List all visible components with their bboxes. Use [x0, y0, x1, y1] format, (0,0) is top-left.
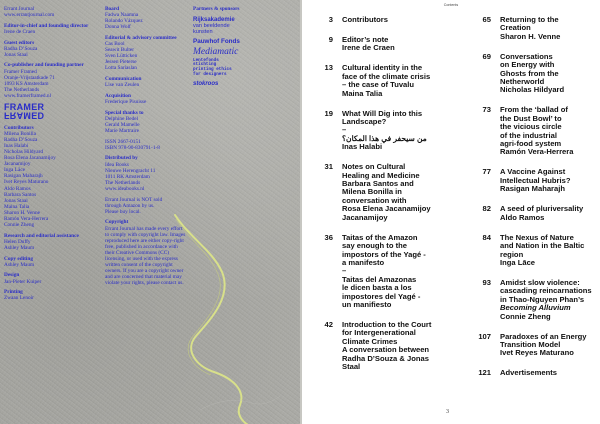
toc-page-number: 9	[328, 35, 333, 44]
colophon-heading: Research and editorial assistance	[4, 232, 79, 239]
toc-title-line: Staal	[342, 361, 361, 371]
colophon-line: ISSN 2667-0151	[105, 138, 141, 145]
colophon-line: Gerald Mamelle	[105, 121, 140, 128]
toc-title-line: From the ‘ballad of	[500, 105, 568, 115]
colophon-line: Rolando Vázquez	[105, 18, 143, 25]
toc-title	[342, 321, 459, 371]
colophon-heading: Distributed by	[105, 155, 138, 162]
colophon-line: Helen Duffy	[4, 238, 31, 245]
toc-title	[342, 110, 459, 152]
toc-title-line: Ghosts from the	[500, 68, 559, 78]
colophon-heading: Design	[4, 272, 20, 279]
colophon-section	[105, 110, 187, 134]
colophon-line: www.framerframed.nl	[4, 92, 52, 99]
toc-title-line: for Intergenerational	[342, 328, 416, 338]
toc-title-line: Climate Crimes	[342, 336, 398, 346]
toc-title-line: face of the climate crisis	[342, 71, 431, 81]
colophon-line: The Netherlands	[4, 86, 40, 93]
colophon-line: Barbara Santos	[4, 191, 37, 198]
colophon-line: Ivet Reyes Maturano	[4, 179, 49, 186]
colophon-line: Ashley Maum	[4, 244, 35, 251]
toc-title-arabic: من سيحفر في هذا المكان؟	[342, 133, 427, 143]
colophon-line: Sharon H. Venne	[4, 209, 40, 216]
toc-title-line: Editor’s note	[342, 35, 389, 44]
framer-logo-word: FRAMER	[4, 101, 45, 112]
colophon-column-1	[4, 6, 96, 306]
toc-title-line: un manifiesto	[342, 299, 392, 309]
colophon-section	[4, 6, 96, 18]
colophon-heading: Contributors	[4, 124, 34, 131]
toc-page-number: 84	[482, 232, 491, 242]
colophon-section	[105, 93, 187, 105]
toc-entry[interactable]	[469, 16, 597, 41]
toc-title-line: conversation with	[342, 195, 407, 205]
toc-page-number: 93	[482, 277, 491, 287]
colophon-line: Framer Framed	[4, 68, 37, 75]
toc-title-line: Radha D’Souza & Jonas	[342, 353, 429, 363]
colophon-section	[105, 139, 187, 151]
toc-title	[342, 163, 459, 222]
toc-entry[interactable]	[469, 333, 597, 358]
toc-entry[interactable]	[311, 16, 459, 24]
toc-entry[interactable]	[311, 36, 459, 53]
toc-title-line: Ramón Vera-Herrera	[500, 147, 574, 157]
colophon-line: Milena Bonilla	[4, 130, 36, 137]
colophon-section	[105, 35, 187, 72]
colophon-section	[4, 289, 96, 301]
toc-title-line: Sharon H. Venne	[500, 31, 561, 41]
toc-title-line: say enough to the	[342, 241, 407, 251]
colophon-section	[4, 256, 96, 268]
toc-entry[interactable]	[469, 53, 597, 95]
toc-page-number: 69	[482, 51, 491, 61]
colophon-line: Fadwa Naamna	[105, 12, 139, 19]
contents-column-right	[469, 16, 597, 389]
toc-title-line: le dicen basta a los	[342, 283, 412, 293]
toc-title-line: region	[500, 249, 524, 259]
toc-page-number: 36	[324, 232, 333, 242]
toc-title-line: The Nexus of Nature	[500, 232, 574, 242]
toc-page-number: 19	[324, 108, 333, 118]
toc-title-line: cascading reincarnations	[500, 286, 592, 296]
toc-title	[342, 234, 459, 310]
colophon-section	[4, 62, 96, 99]
toc-title-line: Maina Talia	[342, 88, 383, 98]
toc-title-line: Jacanamijoy	[342, 212, 388, 222]
colophon-line: Nicholas Hildyard	[4, 148, 43, 155]
toc-title-line: Barbara Santos and	[342, 179, 414, 189]
toc-title	[500, 53, 597, 95]
colophon-section	[105, 76, 187, 88]
colophon-line: Donna Wolf	[105, 24, 131, 31]
toc-title-line: and Nation in the Baltic	[500, 241, 585, 251]
colophon-line: Idea Books	[105, 161, 129, 168]
colophon-section	[4, 40, 96, 58]
colophon-line: Errant Journal is NOT sold	[105, 196, 163, 203]
contents-page	[302, 0, 600, 424]
colophon-line: Errant Journal	[4, 6, 35, 12]
stokroos-logo: stokroos	[193, 81, 219, 88]
colophon-line: Radha D’Souza	[4, 136, 38, 143]
toc-title-line: Landscape?	[342, 117, 387, 127]
colophon-heading: Acquisition	[105, 92, 131, 99]
toc-title-line: Advertisements	[500, 368, 557, 378]
colophon-line: Rasigan Maharajh	[4, 173, 43, 180]
toc-title-line: Milena Bonilla in	[342, 187, 402, 197]
toc-page-number: 31	[324, 162, 333, 172]
toc-title-line: Introduction to the Court	[342, 319, 432, 329]
colophon-section	[105, 219, 187, 286]
toc-page-number: 73	[482, 105, 491, 115]
colophon-section	[4, 272, 96, 284]
toc-title	[500, 279, 597, 321]
framer-logo-mirror-text: FRAMED	[4, 110, 45, 121]
toc-title-line: Paradoxes of an Energy	[500, 331, 587, 341]
toc-title-line: A conversation between	[342, 345, 430, 355]
toc-title	[500, 205, 597, 222]
toc-title-line: Notes on Cultural	[342, 162, 406, 172]
toc-title	[500, 333, 597, 358]
colophon-line: Jonas Staal	[4, 197, 28, 204]
colophon-line: Seawit Bulter	[105, 47, 134, 54]
colophon-heading: Guest editors	[4, 39, 35, 46]
colophon-section	[105, 155, 187, 192]
colophon-line: Lotta Sariaslan	[105, 65, 137, 72]
toc-title-line: Inga Lāce	[500, 257, 536, 267]
contents-header: Contents	[443, 3, 459, 7]
colophon-section	[105, 197, 187, 215]
colophon-line: ISBN 978-90-830791-1-8	[105, 144, 160, 151]
colophon-line: Maina Talia	[4, 203, 30, 210]
colophon-line: Please buy local.	[105, 208, 141, 215]
toc-entry[interactable]	[469, 106, 597, 156]
toc-title-line: on Energy with	[500, 60, 555, 70]
toc-title-line: Taitas of the Amazon	[342, 232, 418, 242]
toc-title-line: Returning to the	[500, 15, 559, 24]
mediamatic-logo: Mediamatic	[193, 46, 239, 57]
colophon-line: Jan-Pieter Kuiper	[4, 278, 42, 285]
toc-title-line: Conversations	[500, 51, 553, 61]
colophon-line: Frederique Pisuisse	[105, 99, 147, 105]
colophon-heading: Co-publisher and founding partner	[4, 62, 84, 69]
toc-title	[342, 36, 459, 53]
colophon-line: Ramón Vera-Herrera	[4, 216, 49, 222]
toc-entry[interactable]	[311, 110, 459, 152]
contents-column-left	[311, 16, 459, 383]
colophon-line: Irene de Craen	[4, 28, 36, 35]
framer-framed-logo	[4, 101, 96, 121]
colophon-section	[4, 23, 96, 35]
toc-page-number: 107	[478, 331, 491, 341]
colophon-heading: Board	[105, 6, 120, 12]
colophon-heading: Printing	[4, 289, 23, 296]
toc-entry[interactable]	[311, 64, 459, 98]
toc-title-line: Netherworld	[500, 77, 545, 87]
toc-entry[interactable]	[311, 163, 459, 222]
colophon-line: Marie Martraire	[105, 127, 139, 134]
toc-title-line: in Thao-Nguyen Phan’s	[500, 294, 585, 304]
colophon-line: Oranje-Vrijstaatkade 71	[4, 74, 55, 81]
toc-entry[interactable]	[469, 205, 597, 222]
toc-entry[interactable]	[311, 321, 459, 371]
page-number: 3	[446, 409, 449, 415]
toc-title-line: Creation	[500, 23, 531, 33]
toc-entry[interactable]	[469, 279, 597, 321]
toc-page-number: 13	[324, 63, 333, 73]
toc-entry[interactable]	[311, 234, 459, 310]
colophon-line: Connie Zheng	[4, 222, 35, 229]
colophon-line: Jacanamijoy	[4, 161, 31, 168]
colophon-line: Nieuwe Herengracht 11	[105, 167, 156, 174]
toc-page-number: 42	[324, 319, 333, 329]
toc-title-line: Ivet Reyes Maturano	[500, 348, 574, 358]
colophon-heading: Editorial & advisory committee	[105, 34, 177, 41]
colophon-line: Jessen Pieterse	[105, 59, 137, 66]
sponsors-column	[193, 6, 293, 91]
toc-title-line: impostors of the Yagé -	[342, 249, 426, 259]
colophon-line: 1093 KS Amsterdam	[4, 80, 49, 87]
toc-title-line: the vicious circle	[500, 122, 562, 132]
colophon-heading: Copy editing	[4, 255, 33, 262]
toc-entry[interactable]	[469, 168, 597, 193]
colophon-line: Lise van Zeulen	[105, 82, 140, 89]
colophon-section	[4, 233, 96, 251]
colophon-line: The Netherlands	[105, 179, 141, 186]
toc-title-line: Amidst slow violence:	[500, 277, 580, 287]
colophon-line: Rosa Elena Jacanamijoy	[4, 155, 56, 162]
toc-page-number: 3	[328, 15, 333, 24]
copyright-text: Errant Journal has made every effort to comply with copyright law. Images reproduced here are either copy-right free, published in accordance with their Creative Commons (CC) licensing, or used with the express written consent of the copyright owners. If you are a copyright owner and are concerned that material may violate your rights, please contact us.	[105, 225, 186, 287]
sponsors-heading: Partners & sponsors	[193, 6, 240, 12]
toc-title-line: Healing and Medicine	[342, 170, 420, 180]
colophon-line: Ashley Maum	[4, 261, 35, 268]
toc-title	[500, 16, 597, 41]
toc-author-line: Connie Zheng	[500, 311, 551, 321]
toc-title-line: –	[342, 125, 347, 135]
colophon-line: Radha D’Souza	[4, 45, 38, 52]
colophon-heading: Editor-in-chief and founding director	[4, 22, 89, 29]
toc-title	[500, 234, 597, 268]
toc-author-line: Inas Halabi	[342, 142, 383, 152]
toc-title-line: impostores del Yagé -	[342, 291, 421, 301]
toc-title-line: Intellectual Hubris?	[500, 175, 571, 185]
pauwhof-fonds-logo: Pauwhof Fonds	[193, 37, 240, 45]
toc-title-line: Aldo Ramos	[500, 212, 545, 222]
toc-title-line: Rasigan Maharajh	[500, 184, 565, 194]
toc-title-line: Cultural identity in the	[342, 63, 423, 73]
toc-title	[500, 168, 597, 193]
toc-title-line: –	[342, 266, 347, 276]
toc-title-line: Taitas del Amazonas	[342, 274, 417, 284]
colophon-column-2	[105, 6, 187, 291]
toc-title	[342, 64, 459, 98]
toc-title-line: What Will Dig into this	[342, 108, 423, 118]
toc-title-line: Contributors	[342, 15, 388, 24]
toc-page-number: 82	[482, 204, 491, 214]
toc-entry[interactable]	[469, 234, 597, 268]
colophon-line: www.errantjournal.com	[4, 12, 55, 19]
colophon-line: Inga Lāce	[4, 167, 26, 174]
toc-title-line: Transition Model	[500, 339, 561, 349]
colophon-line: Inas Halabi	[4, 142, 29, 149]
colophon-line: Delphine Bedel	[105, 115, 139, 122]
toc-title-line: Rosa Elena Jacanamijoy	[342, 204, 431, 214]
colophon-line: www.ideabooks.nl	[105, 185, 145, 192]
toc-page-number: 77	[482, 167, 491, 177]
toc-title	[500, 369, 597, 377]
toc-page-number: 65	[482, 15, 491, 24]
colophon-line: through Amazon by us.	[105, 202, 155, 209]
colophon-line: Jonas Staal	[4, 51, 28, 58]
toc-title-line: a manifesto	[342, 257, 385, 267]
colophon-heading: Special thanks to	[105, 109, 144, 116]
toc-page-number: 121	[478, 368, 491, 378]
toc-title-line: agri-food system	[500, 139, 562, 149]
colophon-line: Cas Bool	[105, 41, 125, 48]
colophon-line: 1011 RK Amsterdam	[105, 173, 150, 180]
toc-title-line: Irene de Craen	[342, 43, 395, 53]
colophon-line: Sven Lütticken	[105, 53, 138, 60]
toc-title-line: A Vaccine Against	[500, 167, 566, 177]
toc-entry[interactable]	[469, 369, 597, 377]
toc-title-line: of the industrial	[500, 130, 557, 140]
framer-logo-mirror	[4, 111, 96, 119]
toc-title-line: – the case of Tuvalu	[342, 80, 415, 90]
colophon-section	[105, 6, 187, 30]
rijksakademie-logo: Rijksakademie van beeldende kunsten	[193, 16, 235, 35]
toc-title-line: A seed of pluriversality	[500, 204, 584, 214]
lentefonds-logo: Lentefonds stichting printing ethics for designers	[193, 57, 232, 77]
toc-title-line: the Dust Bowl’ to	[500, 113, 562, 123]
toc-title-line: Nicholas Hildyard	[500, 85, 565, 95]
colophon-heading: Communication	[105, 76, 142, 83]
colophon-line: Aldo Ramos	[4, 185, 31, 192]
colophon-section	[4, 125, 96, 229]
colophon-heading: Copyright	[105, 219, 129, 226]
toc-title	[342, 16, 459, 24]
toc-title-italic: Becoming Alluvium	[500, 303, 571, 313]
colophon-line: Zwaan Lenoir	[4, 295, 34, 302]
toc-title	[500, 106, 597, 156]
